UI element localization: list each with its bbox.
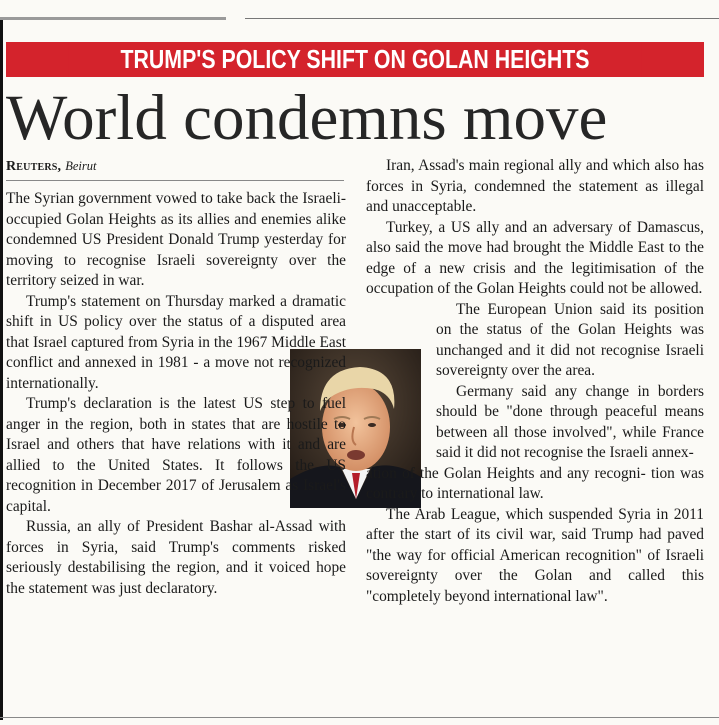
left-paragraph-3 bbox=[6, 394, 346, 517]
left-edge-rule bbox=[0, 20, 3, 720]
left-paragraph-1 bbox=[6, 189, 346, 292]
text-line: borders should be "done through bbox=[436, 382, 704, 420]
text-line: Israel and others that have relations with it bbox=[6, 436, 291, 453]
text-line: The Arab League, which suspended Syria bbox=[386, 505, 651, 523]
left-column bbox=[6, 189, 346, 599]
left-paragraph-2 bbox=[6, 292, 346, 395]
text-line: Turkey, a US ally and an adversary of bbox=[386, 218, 632, 236]
text-line: not recognise the Israeli annex- bbox=[500, 444, 694, 461]
right-paragraph-2 bbox=[366, 218, 704, 300]
text-line: Iran, Assad's main regional ally and bbox=[386, 157, 609, 174]
text-line: and annexed in 1981 - a move not bbox=[57, 354, 274, 371]
text-line: The European Union said its bbox=[456, 300, 647, 318]
text-line: Damascus, also said the move had brought bbox=[366, 218, 704, 256]
top-bar-left-rule bbox=[0, 0, 226, 20]
text-line: President Donald Trump yesterday for bbox=[106, 231, 346, 248]
kicker-text: TRUMP'S POLICY SHIFT ON GOLAN HEIGHTS bbox=[69, 42, 641, 77]
right-paragraph-4b bbox=[366, 464, 704, 505]
top-rule bbox=[245, 18, 719, 19]
text-line: beyond international law". bbox=[444, 587, 608, 605]
text-line: which also has forces in Syria, condemned bbox=[366, 157, 704, 195]
text-line: moving to recognise Israeli sovereignty over bbox=[6, 251, 317, 269]
text-line: the statement as illegal and unacceptable. bbox=[366, 177, 705, 215]
text-line: in the 1967 Middle East conflict bbox=[6, 333, 346, 371]
left-paragraph-4 bbox=[6, 517, 346, 599]
text-line: in 2011 after the start of its civil war, said bbox=[366, 505, 704, 543]
text-line: the Golan Heights could not be allowed. bbox=[454, 280, 703, 297]
text-line: Russia, an ally of President Bashar al-Assad bbox=[26, 518, 313, 535]
right-paragraph-3 bbox=[436, 300, 704, 382]
byline-city: Beirut bbox=[65, 159, 97, 173]
text-line: both in states that are hostile to bbox=[139, 415, 346, 433]
text-line: and are allied to the United States. It follows bbox=[6, 436, 346, 474]
headline: World condemns move bbox=[6, 82, 608, 154]
byline-rule bbox=[6, 180, 344, 181]
text-line: recognized internationally. bbox=[6, 354, 346, 392]
text-line: over the Golan and called this "completely bbox=[366, 567, 704, 605]
text-line: Germany said any change in bbox=[456, 382, 650, 400]
text-line: not recognise Israeli sovereignty bbox=[436, 341, 704, 379]
text-line: policy over the status of a disputed bbox=[84, 313, 314, 330]
text-line: Jerusalem as Israel's capital. bbox=[6, 477, 346, 515]
text-line: the territory seized in war. bbox=[6, 251, 346, 289]
text-line: peaceful means between all those bbox=[436, 403, 704, 441]
right-wrapped-block bbox=[366, 300, 704, 464]
text-line: the US recognition in December 2017 of bbox=[6, 456, 346, 494]
byline bbox=[6, 157, 96, 176]
right-paragraph-1 bbox=[366, 156, 704, 218]
text-line: allies and enemies alike condemned US bbox=[6, 210, 346, 248]
right-paragraph-4a bbox=[436, 382, 704, 464]
text-line: position on the status of the Golan bbox=[436, 300, 704, 338]
text-line: Heights was unchanged and it did bbox=[436, 321, 704, 359]
text-line: marked a dramatic shift in US bbox=[6, 292, 346, 330]
text-line: Trump had paved "the way for official bbox=[366, 526, 704, 564]
text-line: tion was contrary to international law. bbox=[366, 464, 704, 502]
text-line: Trump's statement on Thursday bbox=[26, 292, 224, 310]
text-line: ation of the Golan Heights and any recogni- bbox=[366, 464, 646, 482]
text-line: over the area. bbox=[511, 362, 595, 379]
text-line: risked seriously destabilising the region, and it bbox=[6, 538, 346, 576]
text-line: American recognition" of Israeli sovereignty bbox=[366, 546, 705, 584]
right-column bbox=[366, 156, 704, 607]
text-line: area that Israel captured from Syria bbox=[6, 313, 346, 351]
text-line: with forces in Syria, said Trump's comments bbox=[6, 518, 346, 556]
bottom-rule bbox=[0, 717, 719, 718]
text-line: involved", while France said it did bbox=[436, 423, 704, 461]
text-line: The Syrian government vowed to take back bbox=[6, 190, 276, 207]
text-line: US step to fuel anger in the region, bbox=[6, 395, 346, 433]
text-line: the Middle East to the edge of a new crisis bbox=[366, 239, 704, 277]
text-line: Trump's declaration is the latest bbox=[26, 395, 236, 412]
byline-agency: Reuters, bbox=[6, 159, 62, 174]
text-line: voiced hope the statement was just declaratory. bbox=[6, 559, 346, 597]
text-line: the Israeli-occupied Golan Heights as its bbox=[6, 190, 346, 228]
text-line: and the legitimisation of the occupation of bbox=[366, 259, 704, 297]
right-paragraph-5 bbox=[366, 505, 704, 608]
